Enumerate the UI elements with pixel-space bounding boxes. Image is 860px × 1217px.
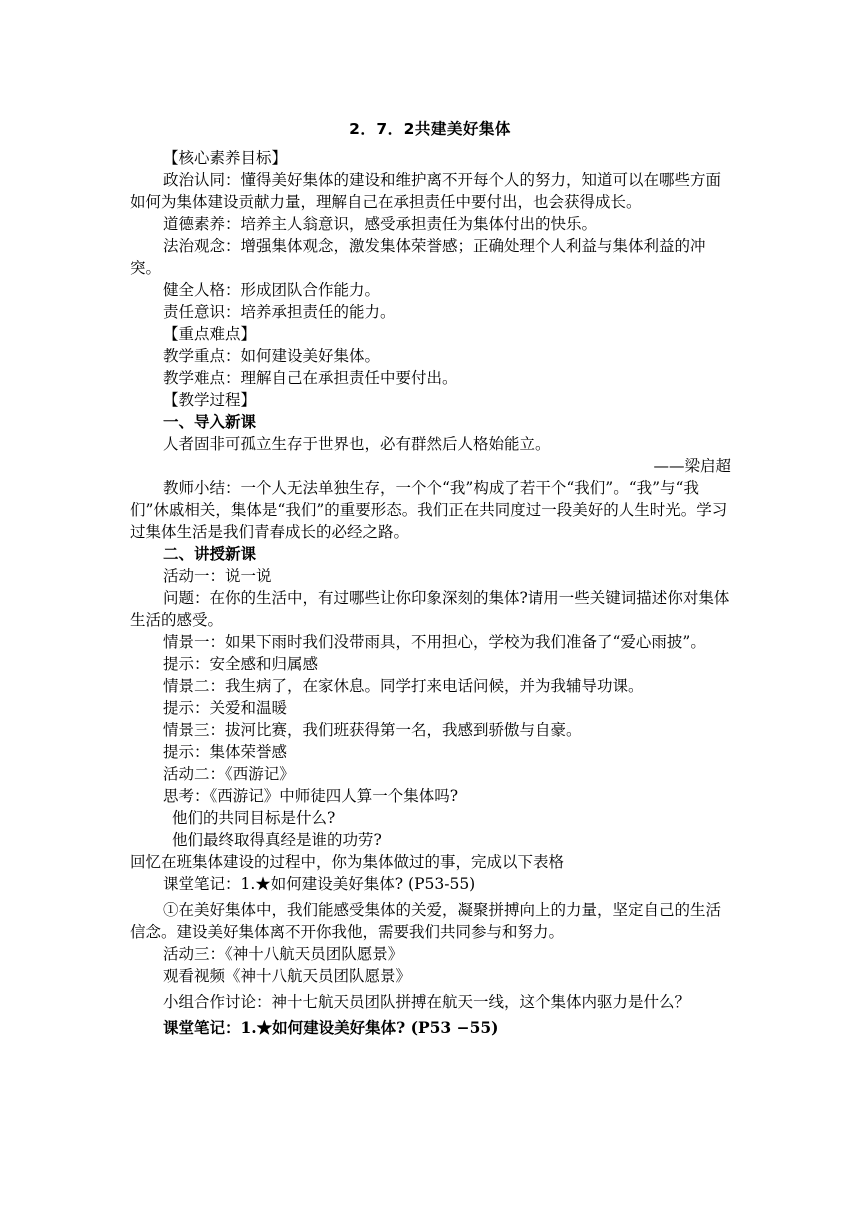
quote-text: 人者固非可孤立生存于世界也，必有群然后人格始能立。 (163, 435, 551, 453)
class-note-two: 课堂笔记：1.★如何建设美好集体? (P53 −55) (163, 1018, 499, 1037)
scene-two: 情景二：我生病了，在家休息。同学打来电话问候，并为我辅导功课。 (163, 677, 644, 695)
scene-one: 情景一：如果下雨时我们没带雨具，不用担心，学校为我们准备了“爱心雨披”。 (163, 633, 706, 651)
think-question-two: 他们的共同目标是什么? (172, 809, 336, 827)
hint-one: 提示：安全感和归属感 (163, 655, 319, 673)
hint-three: 提示：集体荣誉感 (163, 743, 288, 761)
recall-instruction: 回忆在班集体建设的过程中，你为集体做过的事，完成以下表格 (130, 853, 565, 871)
section-intro: 一、导入新课 (163, 413, 257, 431)
think-question: 思考：《西游记》中师徒四人算一个集体吗? (163, 787, 459, 805)
teacher-summary: 教师小结：一个人无法单独生存，一个个“我”构成了若干个“我们”。“我”与“我们”休戚相关，集体是“我们”的重要形态。我们正在共同度过一段美好的人生时光。学习过集体生活是我们青春成长的必经之路。 (130, 479, 728, 541)
goal-political: 政治认同：懂得美好集体的建设和维护离不开每个人的努力，知道可以在哪些方面如何为集体建设贡献力量，理解自己在承担责任中要付出，也会获得成长。 (130, 171, 722, 211)
scene-three: 情景三：拔河比赛，我们班获得第一名，我感到骄傲与自豪。 (163, 721, 582, 739)
quote-author: ——梁启超 (653, 457, 731, 475)
question-text: 问题：在你的生活中，有过哪些让你印象深刻的集体?请用一些关键词描述你对集体生活的感受。 (130, 589, 730, 629)
heading-key-points: 【重点难点】 (163, 325, 257, 343)
class-note-one: 课堂笔记：1.★如何建设美好集体? (P53-55) (163, 875, 476, 893)
goal-responsibility: 责任意识：培养承担责任的能力。 (163, 303, 396, 321)
difficult-point: 教学难点：理解自己在承担责任中要付出。 (163, 369, 458, 387)
document-body (130, 147, 735, 1039)
section-new-lesson: 二、讲授新课 (163, 545, 257, 563)
goal-moral: 道德素养：培养主人翁意识，感受承担责任为集体付出的快乐。 (163, 215, 598, 233)
heading-process: 【教学过程】 (163, 391, 257, 409)
goal-legal: 法治观念：增强集体观念，激发集体荣誉感；正确处理个人利益与集体利益的冲突。 (130, 237, 706, 277)
key-point: 教学重点：如何建设美好集体。 (163, 347, 381, 365)
class-note-one-body: ①在美好集体中，我们能感受集体的关爱，凝聚拼搏向上的力量，坚定自己的生活信念。建设美好集体离不开你我他，需要我们共同参与和努力。 (130, 901, 722, 941)
activity-two: 活动二：《西游记》 (163, 765, 295, 783)
goal-personality: 健全人格：形成团队合作能力。 (163, 281, 381, 299)
think-question-three: 他们最终取得真经是谁的功劳? (172, 831, 382, 849)
document-title: 2．7．2共建美好集体 (349, 120, 511, 138)
heading-core-goals: 【核心素养目标】 (163, 149, 288, 167)
hint-two: 提示：关爱和温暖 (163, 699, 288, 717)
group-discussion: 小组合作讨论：神十七航天员团队拼搏在航天一线，这个集体内驱力是什么？ (163, 993, 691, 1011)
watch-video: 观看视频《神十八航天员团队愿景》 (163, 967, 412, 985)
activity-one: 活动一：说一说 (163, 567, 272, 585)
activity-three: 活动三：《神十八航天员团队愿景》 (163, 945, 404, 963)
